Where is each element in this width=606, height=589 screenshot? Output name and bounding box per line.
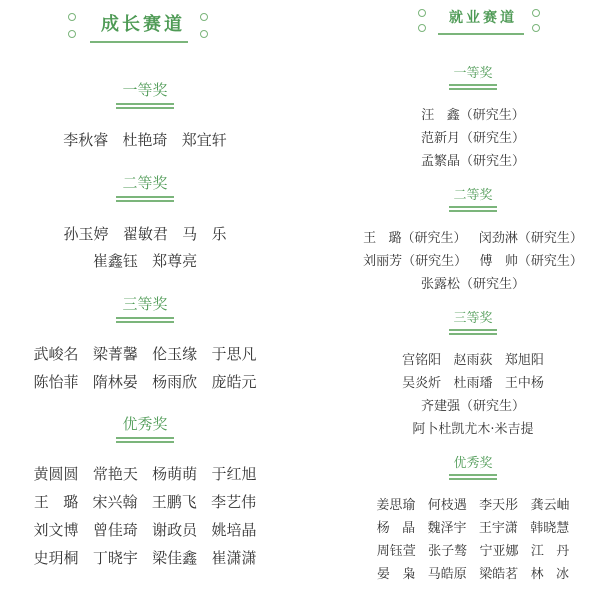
growth-merit-row: 史玥桐 丁晓宇 梁佳鑫 崔潇潇 — [33, 549, 257, 567]
employment-second-row: 王 璐（研究生） 闵劲淋（研究生） — [363, 231, 583, 246]
growth-second-row: 崔鑫钰 郑尊亮 — [92, 252, 198, 270]
title-underline — [90, 41, 188, 43]
employment-merit-row: 杨 晶 魏泽宇 王宇潇 韩晓慧 — [376, 521, 570, 536]
employment-title-block — [418, 5, 548, 39]
employment-merit-row: 晏 枭 马皓原 梁皓茗 林 冰 — [377, 567, 569, 582]
employment-third-prize-header — [340, 307, 606, 335]
prize-label: 优秀奖 — [453, 456, 493, 471]
employment-merit-row: 姜思瑜 何枝遇 李天彤 龚云岫 — [376, 498, 570, 513]
growth-title-block — [68, 8, 218, 44]
double-rule — [116, 103, 174, 109]
employment-first-row: 范新月（研究生） — [420, 131, 525, 146]
double-rule — [116, 317, 174, 323]
double-rule — [116, 437, 174, 443]
prize-label: 二等奖 — [122, 174, 168, 192]
employment-second-row: 张露松（研究生） — [420, 277, 525, 292]
employment-second-prize-header — [340, 184, 606, 212]
growth-second-row: 孙玉婷 翟敏君 马 乐 — [63, 225, 227, 243]
employment-first-prize-header — [340, 62, 606, 90]
employment-third-row: 宫铭阳 赵雨荻 郑旭阳 — [402, 353, 544, 368]
growth-third-prize-header — [0, 293, 290, 323]
prize-label: 三等奖 — [453, 311, 493, 326]
employment-first-row: 汪 鑫（研究生） — [421, 108, 525, 123]
employment-merit-row: 周钰萱 张子骜 宁亚娜 江 丹 — [376, 544, 570, 559]
growth-merit-row: 刘文博 曾佳琦 谢政员 姚培晶 — [33, 521, 257, 539]
prize-label: 三等奖 — [122, 295, 168, 313]
double-rule — [116, 196, 174, 202]
employment-third-row: 阿卜杜凯尤木·米吉提 — [412, 422, 534, 437]
employment-first-row: 孟繁晶（研究生） — [420, 154, 525, 169]
growth-merit-row: 王 璐 宋兴翰 王鹏飞 李艺伟 — [33, 493, 257, 511]
employment-track-title: 就业赛道 — [449, 10, 517, 26]
title-underline — [438, 33, 524, 35]
growth-first-prize-header — [0, 79, 290, 109]
growth-first-row: 李秋睿 杜艳琦 郑宜轩 — [63, 131, 227, 149]
double-rule — [449, 84, 497, 90]
prize-label: 一等奖 — [122, 81, 168, 99]
prize-label: 优秀奖 — [122, 415, 168, 433]
growth-third-row: 陈怡菲 隋林晏 杨雨欣 庞皓元 — [33, 373, 257, 391]
growth-track-title: 成长赛道 — [101, 14, 185, 35]
double-rule — [449, 329, 497, 335]
growth-merit-prize-header — [0, 413, 290, 443]
employment-second-row: 刘丽芳（研究生） 傅 帅（研究生） — [363, 254, 583, 269]
double-rule — [449, 474, 497, 480]
growth-second-prize-header — [0, 172, 290, 202]
employment-third-row: 齐建强（研究生） — [420, 399, 525, 414]
prize-label: 二等奖 — [453, 188, 493, 203]
prize-label: 一等奖 — [453, 66, 493, 81]
growth-third-row: 武峻名 梁菁馨 伦玉缘 于思凡 — [33, 345, 257, 363]
growth-merit-row: 黄圆圆 常艳天 杨萌萌 于红旭 — [33, 465, 257, 483]
double-rule — [449, 206, 497, 212]
employment-merit-prize-header — [340, 452, 606, 480]
employment-third-row: 吴炎炘 杜雨璠 王中杨 — [402, 376, 544, 391]
